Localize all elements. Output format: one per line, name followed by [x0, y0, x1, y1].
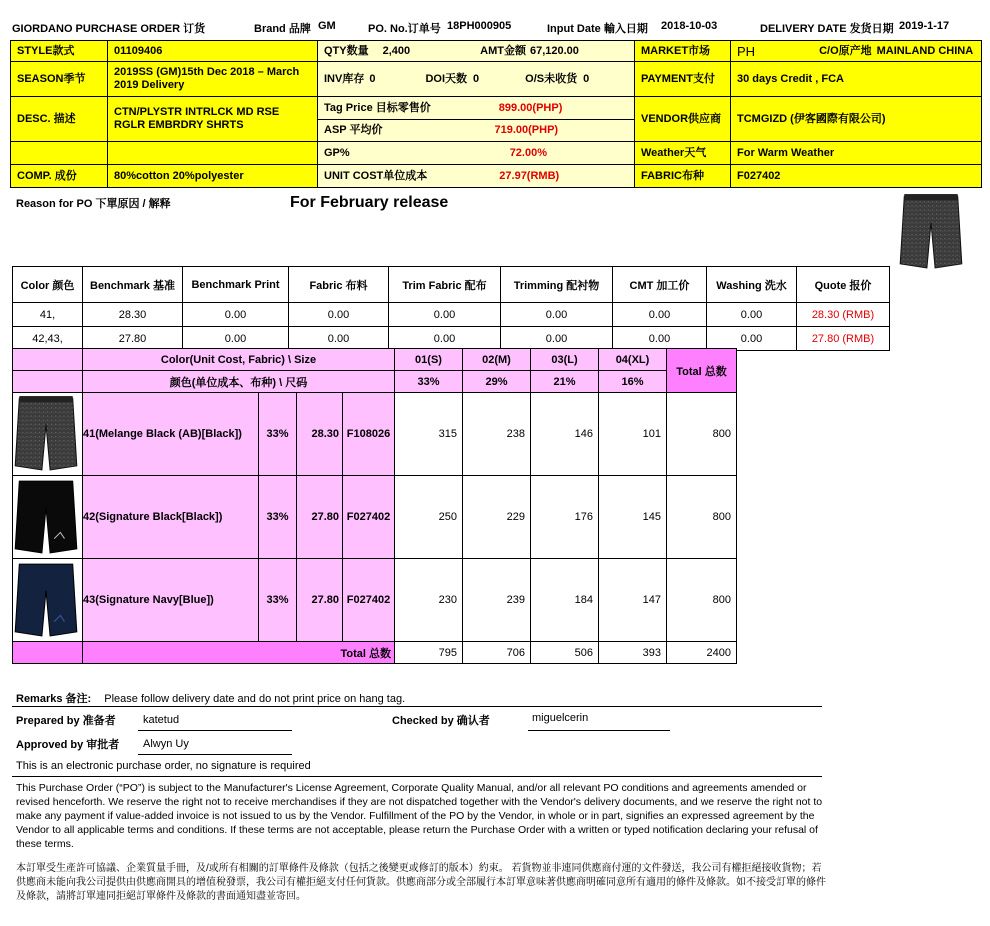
color-size-header-cn: 颜色(单位成本、布种) \ 尺码	[83, 371, 395, 393]
ratio-l: 21%	[531, 371, 599, 393]
unit-cost-value: 27.97(RMB)	[499, 169, 560, 182]
color-pct: 33%	[259, 476, 297, 559]
style-label: STYLE款式	[10, 40, 108, 62]
cell: 0.00	[501, 303, 613, 327]
market-cell	[730, 40, 982, 62]
cell: 28.30	[83, 303, 183, 327]
tag-price-cell	[317, 96, 635, 120]
vendor-value: TCMGIZD (伊客國際有限公司)	[730, 96, 982, 142]
fabric-label: FABRIC布种	[634, 164, 731, 188]
electronic-notice: This is an electronic purchase order, no signature is required	[16, 760, 311, 772]
shorts-icon	[898, 192, 964, 270]
shorts-icon	[13, 560, 79, 638]
desc-value: CTN/PLYSTR INTRLCK MD RSE RGLR EMBRDRY SHRTS	[107, 96, 318, 142]
cell: 0.00	[613, 327, 707, 351]
amt-value: 67,120.00	[529, 44, 579, 57]
divider	[12, 776, 822, 777]
size-breakdown-table	[12, 348, 737, 664]
amt-label: AMT金额	[480, 44, 526, 57]
table-row	[13, 303, 890, 327]
table-row	[13, 559, 737, 642]
row-total: 800	[667, 393, 737, 476]
remarks-text: Please follow delivery date and do not print price on hang tag.	[104, 693, 406, 705]
qty-cell: 239	[463, 559, 531, 642]
po-number: 18PH000905	[447, 20, 512, 32]
cell: 0.00	[501, 327, 613, 351]
ratio-m: 29%	[463, 371, 531, 393]
approved-label: Approved by 审批者	[16, 739, 120, 751]
remarks-row	[16, 690, 405, 706]
weather-label: Weather天气	[634, 141, 731, 165]
ratio-row	[13, 371, 737, 393]
gp-cell	[317, 141, 635, 165]
reason-text: For February release	[290, 194, 449, 211]
origin-value: MAINLAND CHINA	[876, 44, 974, 57]
os-label: O/S未收货	[525, 72, 578, 85]
cell: 0.00	[707, 303, 797, 327]
swatch-cell	[13, 476, 83, 559]
season-value: 2019SS (GM)15th Dec 2018 – March 2019 Delivery	[107, 61, 318, 97]
cell: 0.00	[289, 327, 389, 351]
col-benchmark-print: Benchmark Print	[183, 267, 289, 303]
col-trimming: Trimming 配衬物	[501, 267, 613, 303]
color-fabric: F027402	[343, 559, 395, 642]
asp-label: ASP 平均价	[324, 124, 383, 136]
color-cost: 27.80	[297, 559, 343, 642]
color-fabric: F108026	[343, 393, 395, 476]
asp-value: 719.00(PHP)	[494, 124, 559, 136]
cell: 0.00	[389, 303, 501, 327]
qty-cell: 184	[531, 559, 599, 642]
footer-row	[13, 642, 737, 664]
payment-label: PAYMENT支付	[634, 61, 731, 97]
qty-cell: 238	[463, 393, 531, 476]
cell: 27.80	[83, 327, 183, 351]
qty-cell: 250	[395, 476, 463, 559]
col-fabric: Fabric 布料	[289, 267, 389, 303]
qty-cell: 146	[531, 393, 599, 476]
qty-cell: 101	[599, 393, 667, 476]
cost-header-row	[13, 267, 890, 303]
prepared-label: Prepared by 准备者	[16, 715, 116, 727]
comp-value: 80%cotton 20%polyester	[107, 164, 318, 188]
unit-cost-label: UNIT COST单位成本	[324, 169, 428, 182]
gp-label: GP%	[324, 146, 350, 159]
shorts-icon	[13, 394, 79, 472]
qty-amt-cell	[317, 40, 635, 62]
swatch-cell	[13, 559, 83, 642]
blank-label	[10, 141, 108, 165]
size-xl: 04(XL)	[599, 349, 667, 371]
reason-label: Reason for PO 下單原因 / 解释	[16, 198, 171, 210]
prepared-value: katetud	[143, 714, 180, 726]
divider	[12, 706, 822, 707]
asp-cell	[317, 119, 635, 142]
col-color: Color 颜色	[13, 267, 83, 303]
color-size-header: Color(Unit Cost, Fabric) \ Size	[83, 349, 395, 371]
blank-value	[107, 141, 318, 165]
fabric-value: F027402	[730, 164, 982, 188]
table-row	[13, 393, 737, 476]
qty-cell: 230	[395, 559, 463, 642]
cell: 0.00	[613, 303, 707, 327]
footer-total-label: Total 总数	[83, 642, 395, 664]
signature-line	[528, 730, 670, 731]
gp-value: 72.00%	[509, 146, 547, 159]
color-cost: 27.80	[297, 476, 343, 559]
ratio-xl: 16%	[599, 371, 667, 393]
market-value: PH	[737, 43, 756, 59]
col-cmt: CMT 加工价	[613, 267, 707, 303]
inventory-cell	[317, 61, 635, 97]
qty-cell: 147	[599, 559, 667, 642]
total-xl: 393	[599, 642, 667, 664]
color-name: 43(Signature Navy[Blue])	[83, 559, 259, 642]
origin-label: C/O原产地	[819, 44, 872, 57]
season-label: SEASON季节	[10, 61, 108, 97]
grand-total: 2400	[667, 642, 737, 664]
cell: 41,	[13, 303, 83, 327]
product-image	[898, 192, 964, 270]
cell: 0.00	[183, 303, 289, 327]
signature-line	[138, 730, 292, 731]
desc-label: DESC. 描述	[10, 96, 108, 142]
col-quote: Quote 报价	[797, 267, 890, 303]
checked-value: miguelcerin	[532, 712, 589, 724]
style-value: 01109406	[107, 40, 318, 62]
size-l: 03(L)	[531, 349, 599, 371]
color-name: 42(Signature Black[Black])	[83, 476, 259, 559]
payment-value: 30 days Credit , FCA	[730, 61, 982, 97]
input-date-label: Input Date 輸入日期	[547, 23, 648, 35]
total-header: Total 总数	[667, 349, 737, 393]
quote-cell: 28.30 (RMB)	[797, 303, 890, 327]
col-benchmark: Benchmark 基准	[83, 267, 183, 303]
size-s: 01(S)	[395, 349, 463, 371]
signature-line	[138, 754, 292, 755]
os-value: 0	[583, 72, 590, 85]
color-name: 41(Melange Black (AB)[Black])	[83, 393, 259, 476]
total-m: 706	[463, 642, 531, 664]
inv-label: INV库存	[324, 72, 365, 85]
comp-label: COMP. 成份	[10, 164, 108, 188]
brand-label: Brand 品牌	[254, 23, 311, 35]
tag-price-value: 899.00(PHP)	[498, 101, 563, 114]
qty-cell: 176	[531, 476, 599, 559]
tag-price-label: Tag Price 目标零售价	[324, 101, 431, 114]
cell: 0.00	[289, 303, 389, 327]
qty-label: QTY数量	[324, 44, 369, 57]
vendor-label: VENDOR供应商	[634, 96, 731, 142]
size-header-row	[13, 349, 737, 371]
po-title: GIORDANO PURCHASE ORDER 订货	[12, 23, 206, 35]
qty-value: 2,400	[382, 44, 411, 57]
blank-cell	[13, 349, 83, 371]
unit-cost-cell	[317, 164, 635, 188]
col-washing: Washing 洗水	[707, 267, 797, 303]
color-pct: 33%	[259, 393, 297, 476]
size-m: 02(M)	[463, 349, 531, 371]
quote-cell: 27.80 (RMB)	[797, 327, 890, 351]
cell: 0.00	[389, 327, 501, 351]
qty-cell: 229	[463, 476, 531, 559]
table-row	[13, 476, 737, 559]
row-total: 800	[667, 476, 737, 559]
delivery-date-label: DELIVERY DATE 发货日期	[760, 23, 894, 35]
total-s: 795	[395, 642, 463, 664]
cell: 0.00	[183, 327, 289, 351]
color-pct: 33%	[259, 559, 297, 642]
legal-english: This Purchase Order (“PO”) is subject to the Manufacturer's License Agreement, Corporate Quality Manual, and/or all relevant PO conditions and agreements amended or revised henceforth. We reserve the right not to receive merchandises if they are not dispatched together with the Vendor's delivery documents, and we reserve the right not to make any payment if value-added invoice is not issued to us by the Vendor. Fulfillment of the PO by the Vendor, in whole or in part, signifies an expressed agreement by the Vendor to all applicable terms and conditions. If these terms are not acceptable, please return the Purchase Order with a written or typed notification declaring your refusal of these terms.	[16, 782, 823, 850]
col-trim-fabric: Trim Fabric 配布	[389, 267, 501, 303]
cell: 42,43,	[13, 327, 83, 351]
qty-cell: 145	[599, 476, 667, 559]
delivery-date: 2019-1-17	[899, 20, 950, 32]
table-row	[13, 327, 890, 351]
qty-cell: 315	[395, 393, 463, 476]
legal-chinese: 本訂單受生產許可協議、企業質量手冊，及/或所有相關的訂單條件及條款（包括之後變更或修訂的版本）約束。 若貨物並非連同供應商付運的文件發送，我公司有權拒絕接收貨物；若供應商未能向我公司提供由供應商開具的增值稅發票，我公司有權拒絕支付任何貨款。供應商部分或全部履行本訂單意味著供應商明確同意所有適用的條件及條款。如不接受訂單的條件及條款，請將訂單連同拒絕訂單條件及條款的書面通知盡並寄回。	[16, 863, 826, 902]
doi-label: DOI天数	[425, 72, 468, 85]
po-label: PO. No.订单号	[368, 23, 441, 35]
color-fabric: F027402	[343, 476, 395, 559]
remarks-label: Remarks 备注:	[16, 693, 92, 705]
doi-value: 0	[473, 72, 480, 85]
row-total: 800	[667, 559, 737, 642]
color-cost: 28.30	[297, 393, 343, 476]
shorts-icon	[13, 477, 79, 555]
input-date: 2018-10-03	[661, 20, 718, 32]
inv-value: 0	[369, 72, 376, 85]
market-label: MARKET市场	[634, 40, 731, 62]
weather-value: For Warm Weather	[730, 141, 982, 165]
brand-value: GM	[318, 20, 336, 32]
cell: 0.00	[707, 327, 797, 351]
approved-value: Alwyn Uy	[143, 738, 189, 750]
blank-cell	[13, 642, 83, 664]
cost-breakdown-table	[12, 266, 890, 351]
ratio-s: 33%	[395, 371, 463, 393]
checked-label: Checked by 确认者	[392, 715, 490, 727]
blank-cell	[13, 371, 83, 393]
swatch-cell	[13, 393, 83, 476]
total-l: 506	[531, 642, 599, 664]
